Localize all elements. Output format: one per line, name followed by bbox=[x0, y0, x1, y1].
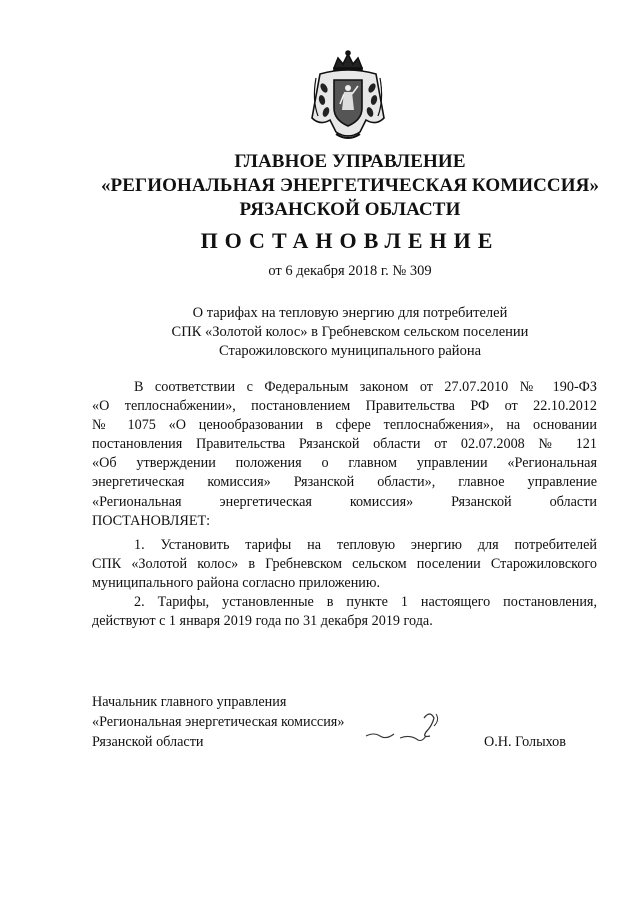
handwritten-signature bbox=[360, 706, 450, 746]
preamble-line: ПОСТАНОВЛЯЕТ: bbox=[92, 512, 211, 529]
decree-items bbox=[92, 536, 597, 631]
org-name-line3: РЯЗАНСКОЙ ОБЛАСТИ bbox=[239, 199, 461, 220]
coat-of-arms-icon bbox=[300, 48, 396, 144]
preamble-line: энергетическая комиссия» Рязанской области», главное управление bbox=[92, 474, 597, 491]
preamble-line: постановления Правительства Рязанской области от 02.07.2008 № 121 bbox=[92, 436, 597, 453]
signer-position-line1: Начальник главного управления bbox=[92, 694, 287, 710]
org-name-line1: ГЛАВНОЕ УПРАВЛЕНИЕ bbox=[234, 151, 466, 172]
signer-position-line3: Рязанской области bbox=[92, 734, 204, 750]
item-line: СПК «Золотой колос» в Гребневском сельском поселении Старожиловского bbox=[92, 556, 597, 573]
document-subject bbox=[60, 304, 640, 361]
item-line: 2. Тарифы, установленные в пункте 1 настоящего постановления, bbox=[134, 594, 597, 611]
item-line: муниципального района согласно приложению. bbox=[92, 575, 381, 592]
preamble-line: «Региональная энергетическая комиссия» Рязанской области bbox=[92, 493, 597, 510]
org-name-line2: «РЕГИОНАЛЬНАЯ ЭНЕРГЕТИЧЕСКАЯ КОМИССИЯ» bbox=[100, 175, 600, 196]
subject-line: СПК «Золотой колос» в Гребневском сельском поселении bbox=[171, 324, 529, 340]
preamble-line: «Об утверждении положения о главном управлении «Региональная bbox=[92, 455, 597, 472]
preamble-line: «О теплоснабжении», постановлением Правительства РФ от 22.10.2012 bbox=[92, 398, 597, 415]
preamble-line: № 1075 «О ценообразовании в сфере теплоснабжения», на основании bbox=[92, 417, 597, 434]
preamble-line: В соответствии с Федеральным законом от 27.07.2010 № 190-ФЗ bbox=[134, 379, 597, 395]
signer-position-line2: «Региональная энергетическая комиссия» bbox=[92, 714, 345, 730]
item-line: 1. Установить тарифы на тепловую энергию для потребителей bbox=[134, 537, 597, 553]
subject-line: О тарифах на тепловую энергию для потребителей bbox=[192, 305, 508, 321]
item-line: действуют с 1 января 2019 года по 31 декабря 2019 года. bbox=[92, 613, 433, 630]
subject-line: Старожиловского муниципального района bbox=[218, 343, 482, 359]
signer-name: О.Н. Голыхов bbox=[484, 734, 566, 750]
document-date-number: от 6 декабря 2018 г. № 309 bbox=[268, 263, 432, 279]
preamble-paragraph bbox=[92, 378, 597, 531]
document-type-heading: ПОСТАНОВЛЕНИЕ bbox=[200, 228, 500, 253]
